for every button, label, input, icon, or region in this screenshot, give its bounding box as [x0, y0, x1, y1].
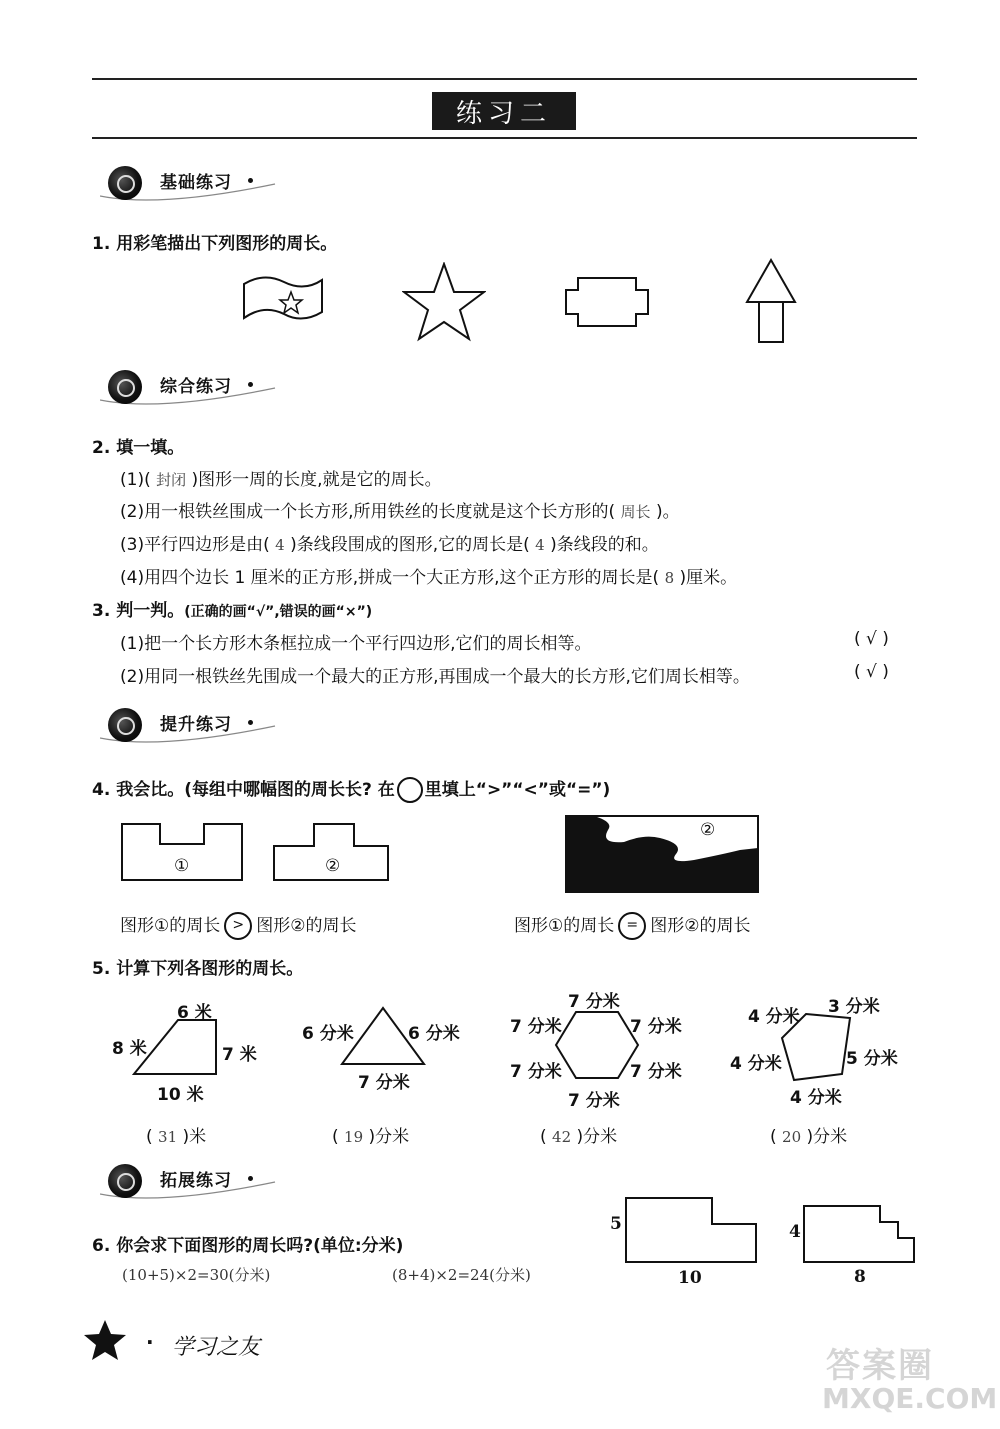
hex-answer-unit: )分米: [576, 1127, 618, 1147]
tri-answer-unit: )分米: [368, 1127, 410, 1147]
fig1-width-label: 10: [678, 1268, 702, 1288]
q4-text-a: 4. 我会比。(每组中哪幅图的周长长? 在: [92, 780, 395, 800]
trap-left-label: 8 米: [112, 1039, 147, 1059]
section-header-extension: [100, 1162, 300, 1202]
section-label: 基础练习: [160, 173, 232, 193]
watermark-url: MXQE.COM: [822, 1382, 998, 1415]
paren-open: (: [332, 1127, 339, 1147]
fig2-width-label: 8: [854, 1267, 866, 1287]
pent-top-right-label: 3 分米: [828, 997, 880, 1017]
ball-icon: [108, 370, 142, 404]
trap-right-label: 7 米: [222, 1045, 257, 1065]
tri-left-label: 6 分米: [302, 1024, 354, 1044]
ball-icon: [108, 708, 142, 742]
figure-2-label: ②: [325, 856, 341, 876]
hex-bottom-right-label: 7 分米: [630, 1062, 682, 1082]
wavy-split-rectangle-shape: [564, 814, 760, 894]
trap-answer: [146, 1122, 206, 1147]
hex-top-right-label: 7 分米: [630, 1017, 682, 1037]
q2-item-1: [120, 465, 442, 490]
q2-3-text-c: )条线段的和。: [550, 535, 659, 555]
hex-bottom-label: 7 分米: [568, 1091, 620, 1111]
q3-note: (正确的画“√”,错误的画“×”): [184, 604, 373, 620]
question-1: 1. 用彩笔描出下列图形的周长。: [92, 234, 338, 254]
fig2-height-label: 4: [789, 1222, 801, 1242]
section-header-basic: [100, 164, 300, 204]
compare-1-right: 图形②的周长: [256, 916, 357, 936]
ball-icon: [108, 1164, 142, 1198]
q6-work-1: (10+5)×2=30(分米): [122, 1266, 271, 1284]
q2-4-text-a: (4)用四个边长 1 厘米的正方形,拼成一个大正方形,这个正方形的周长是(: [120, 568, 660, 588]
compare-2-symbol: =: [618, 912, 646, 940]
section-label: 拓展练习: [160, 1171, 232, 1191]
title-rule: [92, 137, 917, 139]
q2-2-answer: 周长: [620, 503, 651, 521]
tri-bottom-label: 7 分米: [358, 1073, 410, 1093]
hex-top-left-label: 7 分米: [510, 1017, 562, 1037]
section-label: 综合练习: [160, 377, 232, 397]
q2-3-answer-1: 4: [275, 536, 285, 554]
top-rule: [92, 78, 917, 80]
section-header-comprehensive: [100, 368, 300, 408]
star-logo-icon: [82, 1318, 128, 1362]
cross-rectangle-shape: [564, 276, 650, 328]
compare-row-2: [514, 911, 751, 940]
figure-2b-label: ②: [700, 820, 716, 840]
fig1-height-label: 5: [610, 1214, 622, 1234]
hex-answer-value: 42: [552, 1128, 572, 1146]
double-stepped-shape: [802, 1204, 918, 1266]
section-header-advanced: [100, 706, 300, 746]
tri-right-label: 6 分米: [408, 1024, 460, 1044]
flag-shape: [240, 272, 330, 328]
q2-item-4: [120, 563, 737, 588]
compare-2-right: 图形②的周长: [650, 916, 751, 936]
q2-1-answer: 封闭: [156, 471, 187, 489]
paren-open: (: [770, 1127, 777, 1147]
compare-1-symbol: >: [224, 912, 252, 940]
paren-open: (: [540, 1127, 547, 1147]
pent-top-left-label: 4 分米: [748, 1007, 800, 1027]
figure-1-label: ①: [174, 856, 190, 876]
q3-item-2-answer: ( √ ): [854, 662, 889, 682]
q2-3-answer-2: 4: [535, 536, 545, 554]
question-3: [92, 596, 372, 621]
q3-item-1-answer: ( √ ): [854, 629, 889, 649]
q3-item-2: (2)用同一根铁丝先围成一个最大的正方形,再围成一个最大的长方形,它们周长相等。: [120, 667, 750, 687]
q3-item-1: (1)把一个长方形木条框拉成一个平行四边形,它们的周长相等。: [120, 634, 592, 654]
q2-2-text-b: )。: [655, 502, 680, 522]
q2-2-text-a: (2)用一根铁丝围成一个长方形,所用铁丝的长度就是这个长方形的(: [120, 502, 616, 522]
trap-answer-value: 31: [158, 1128, 178, 1146]
pent-answer-unit: )分米: [806, 1127, 848, 1147]
trap-top-label: 6 米: [177, 1003, 212, 1023]
q3-text: 3. 判一判。: [92, 601, 185, 621]
ball-icon: [108, 166, 142, 200]
bullet-dot: [248, 1176, 253, 1181]
section-label: 提升练习: [160, 715, 232, 735]
trap-bottom-label: 10 米: [157, 1085, 204, 1105]
q2-4-text-b: )厘米。: [679, 568, 738, 588]
compare-row-1: [120, 911, 357, 940]
circle-placeholder-icon: [397, 777, 423, 803]
hexagon-shape: [554, 1008, 640, 1082]
tri-answer-value: 19: [344, 1128, 364, 1146]
pent-right-label: 5 分米: [846, 1049, 898, 1069]
hex-bottom-left-label: 7 分米: [510, 1062, 562, 1082]
watermark-logo: 答案圈: [826, 1346, 934, 1386]
pent-answer: [770, 1122, 847, 1147]
pent-left-label: 4 分米: [730, 1054, 782, 1074]
pent-bottom-label: 4 分米: [790, 1088, 842, 1108]
compare-1-left: 图形①的周长: [120, 916, 221, 936]
question-2: 2. 填一填。: [92, 438, 185, 458]
q2-3-text-a: (3)平行四边形是由(: [120, 535, 270, 555]
q4-text-b: 里填上“>”“<”或“=”): [424, 780, 611, 800]
tri-answer: [332, 1122, 409, 1147]
q2-3-text-b: )条线段围成的图形,它的周长是(: [290, 535, 530, 555]
question-5: 5. 计算下列各图形的周长。: [92, 959, 304, 979]
question-6: 6. 你会求下面图形的周长吗?(单位:分米): [92, 1236, 404, 1256]
paren-open: (: [146, 1127, 153, 1147]
compare-2-left: 图形①的周长: [514, 916, 615, 936]
arrow-house-shape: [745, 258, 797, 346]
star-shape: [402, 262, 486, 342]
bullet-dot: [248, 720, 253, 725]
q2-item-2: [120, 497, 680, 522]
stepped-rectangle-large-shape: [624, 1196, 758, 1266]
footer-brand: 学习之友: [172, 1335, 261, 1360]
bullet-dot: [248, 382, 253, 387]
page-title: 练习二: [432, 92, 576, 130]
bullet-dot: [248, 178, 253, 183]
q2-1-text-b: )图形一周的长度,就是它的周长。: [191, 470, 442, 490]
q2-item-3: [120, 530, 659, 555]
footer-dot: ·: [146, 1330, 154, 1354]
pent-answer-value: 20: [782, 1128, 802, 1146]
q6-work-2: (8+4)×2=24(分米): [392, 1266, 531, 1284]
question-4: [92, 775, 610, 803]
hex-answer: [540, 1122, 617, 1147]
hex-top-label: 7 分米: [568, 992, 620, 1012]
q2-1-text-a: (1)(: [120, 470, 151, 490]
q2-4-answer: 8: [664, 569, 675, 587]
trap-answer-unit: )米: [182, 1127, 207, 1147]
